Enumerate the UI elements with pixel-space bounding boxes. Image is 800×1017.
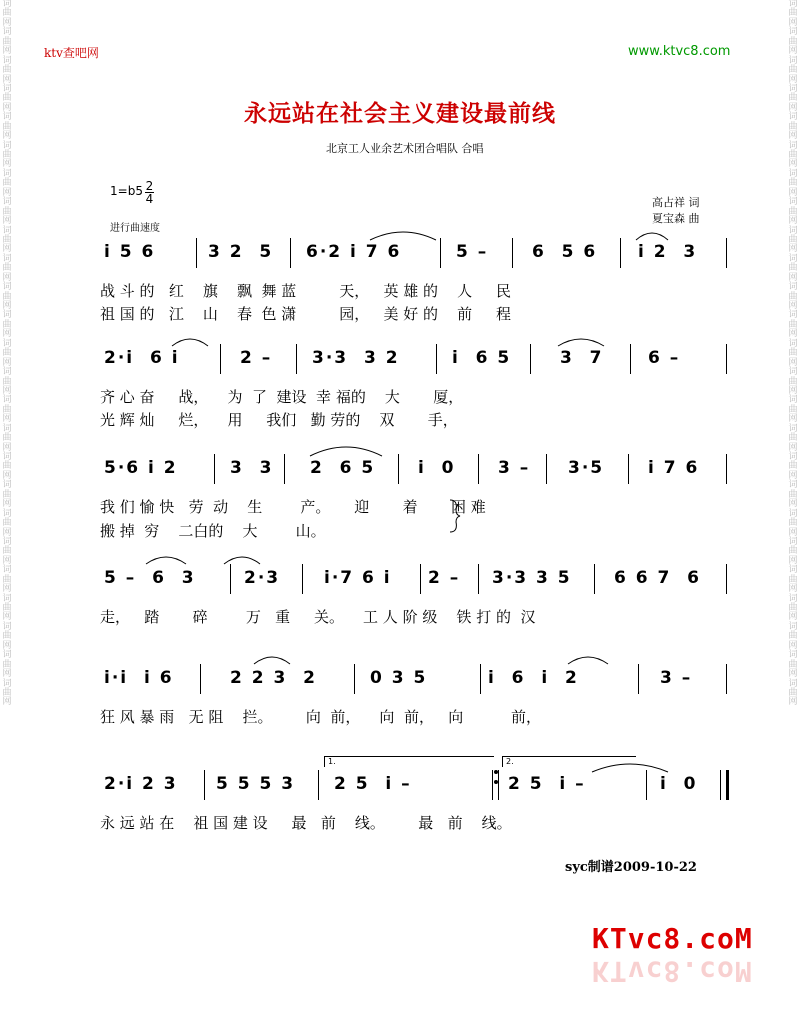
slur — [144, 552, 188, 566]
measure: 2 6 5 — [310, 458, 376, 478]
measure: 3 3 — [230, 458, 274, 478]
measure: 2 5 i – — [334, 774, 412, 794]
time-signature — [145, 180, 154, 205]
measure: 6 5 6 — [532, 242, 598, 262]
slur — [566, 652, 610, 666]
site-name-left[interactable]: ktv查吧网 — [44, 46, 99, 60]
measure: 5 – — [456, 242, 489, 262]
measure: i 7 6 — [648, 458, 700, 478]
volta-second: 2. — [502, 756, 636, 767]
slur — [368, 228, 438, 242]
measure: i 5 6 — [104, 242, 156, 262]
time-top: 2 — [145, 179, 154, 193]
volta-first: 1. — [324, 756, 494, 767]
measure: 2·i 2 3 — [104, 774, 178, 794]
score-line-5 — [100, 662, 730, 700]
watermark-left: 词曲网词曲网词曲网词曲网词曲网词曲网词曲网词曲网词曲网词曲网词曲网词曲网词曲网词曲网词曲网词曲网词曲网词曲网词曲网词曲网词曲网词曲网词曲网词曲网词曲网 — [2, 0, 12, 708]
slur — [634, 228, 670, 242]
site-url-right[interactable]: www.ktvc8.com — [628, 44, 731, 59]
measure: 6 – — [648, 348, 681, 368]
score-line-4 — [100, 562, 730, 600]
measure: 6 6 7 6 — [614, 568, 701, 588]
lyricist: 高占祥 词 — [652, 196, 700, 209]
measure: 3 7 — [560, 348, 604, 368]
lyric-line: 走， 踏 碎 万 重 关。 工 人 阶 级 铁 打 的 汉 — [100, 608, 536, 626]
measure: 0 3 5 — [370, 668, 428, 688]
measure: 5 5 5 3 — [216, 774, 296, 794]
lyric-line: 齐 心 奋 战， 为 了 建设 幸 福的 大 厦， — [100, 388, 464, 406]
measure: 3 – — [660, 668, 693, 688]
key-signature — [110, 184, 143, 198]
measure: i·i i 6 — [104, 668, 174, 688]
slur — [308, 442, 384, 458]
site-logo-reflection: KTvc8.coM — [592, 955, 753, 988]
performer: 北京工人业余艺术团合唱队 合唱 — [326, 142, 484, 155]
slur — [170, 334, 210, 348]
measure: 5 – 6 3 — [104, 568, 196, 588]
measure: 2 – — [240, 348, 273, 368]
measure: i 0 — [660, 774, 698, 794]
measure: i 0 — [418, 458, 456, 478]
tie — [590, 760, 670, 774]
score-line-3 — [100, 452, 730, 490]
lyric-line: 我 们 愉 快 劳 动 生 产。 迎 着 困 难 — [100, 498, 486, 516]
lyric-line: 光 辉 灿 烂， 用 我们 勤 劳的 双 手， — [100, 411, 458, 429]
measure: i 6 i 2 — [488, 668, 579, 688]
slur — [556, 334, 606, 348]
repeat-sign — [492, 762, 502, 792]
measure: 2 – — [428, 568, 461, 588]
site-logo[interactable]: KTvc8.coM — [592, 922, 753, 955]
key-base: 5 — [135, 184, 143, 198]
measure: i·7 6 i — [324, 568, 392, 588]
measure: 3·3 3 2 — [312, 348, 400, 368]
measure: i 6 5 — [452, 348, 512, 368]
measure: 3·5 — [568, 458, 605, 478]
lyric-line: 狂 风 暴 雨 无 阻 拦。 向 前， 向 前， 向 前， — [100, 708, 541, 726]
measure: 6·2 i 7 6 — [306, 242, 402, 262]
time-bottom: 4 — [145, 192, 154, 206]
slur — [222, 552, 262, 566]
key-prefix: 1= — [110, 184, 128, 198]
composer: 夏宝森 曲 — [652, 212, 700, 225]
measure: 2 2 3 2 — [230, 668, 317, 688]
measure: 2·3 — [244, 568, 281, 588]
measure: i 2 3 — [638, 242, 698, 262]
slur — [252, 652, 292, 666]
measure: 3 – — [498, 458, 531, 478]
measure: 5·6 i 2 — [104, 458, 178, 478]
brace — [448, 498, 462, 534]
measure: 3·3 3 5 — [492, 568, 572, 588]
lyric-line: 祖 国 的 江 山 春 色 潇 园， 美 好 的 前 程 — [100, 305, 511, 323]
lyric-line: 搬 掉 穷 二白的 大 山。 — [100, 522, 326, 540]
lyric-line: 战 斗 的 红 旗 飘 舞 蓝 天， 英 雄 的 人 民 — [100, 282, 511, 300]
measure: 3 2 5 — [208, 242, 274, 262]
key-flat: b — [127, 184, 136, 198]
measure: 2 5 i – — [508, 774, 586, 794]
lyric-line: 永 远 站 在 祖 国 建 设 最 前 线。 最 前 线。 — [100, 814, 512, 832]
watermark-right: 词曲网词曲网词曲网词曲网词曲网词曲网词曲网词曲网词曲网词曲网词曲网词曲网词曲网词曲网词曲网词曲网词曲网词曲网词曲网词曲网词曲网词曲网词曲网词曲网词曲网 — [788, 0, 798, 708]
tempo-marking: 进行曲速度 — [110, 223, 160, 234]
measure: 2·i 6 i — [104, 348, 180, 368]
transcriber-credit: syc制谱2009-10-22 — [565, 860, 697, 875]
song-title: 永远站在社会主义建设最前线 — [244, 100, 556, 127]
